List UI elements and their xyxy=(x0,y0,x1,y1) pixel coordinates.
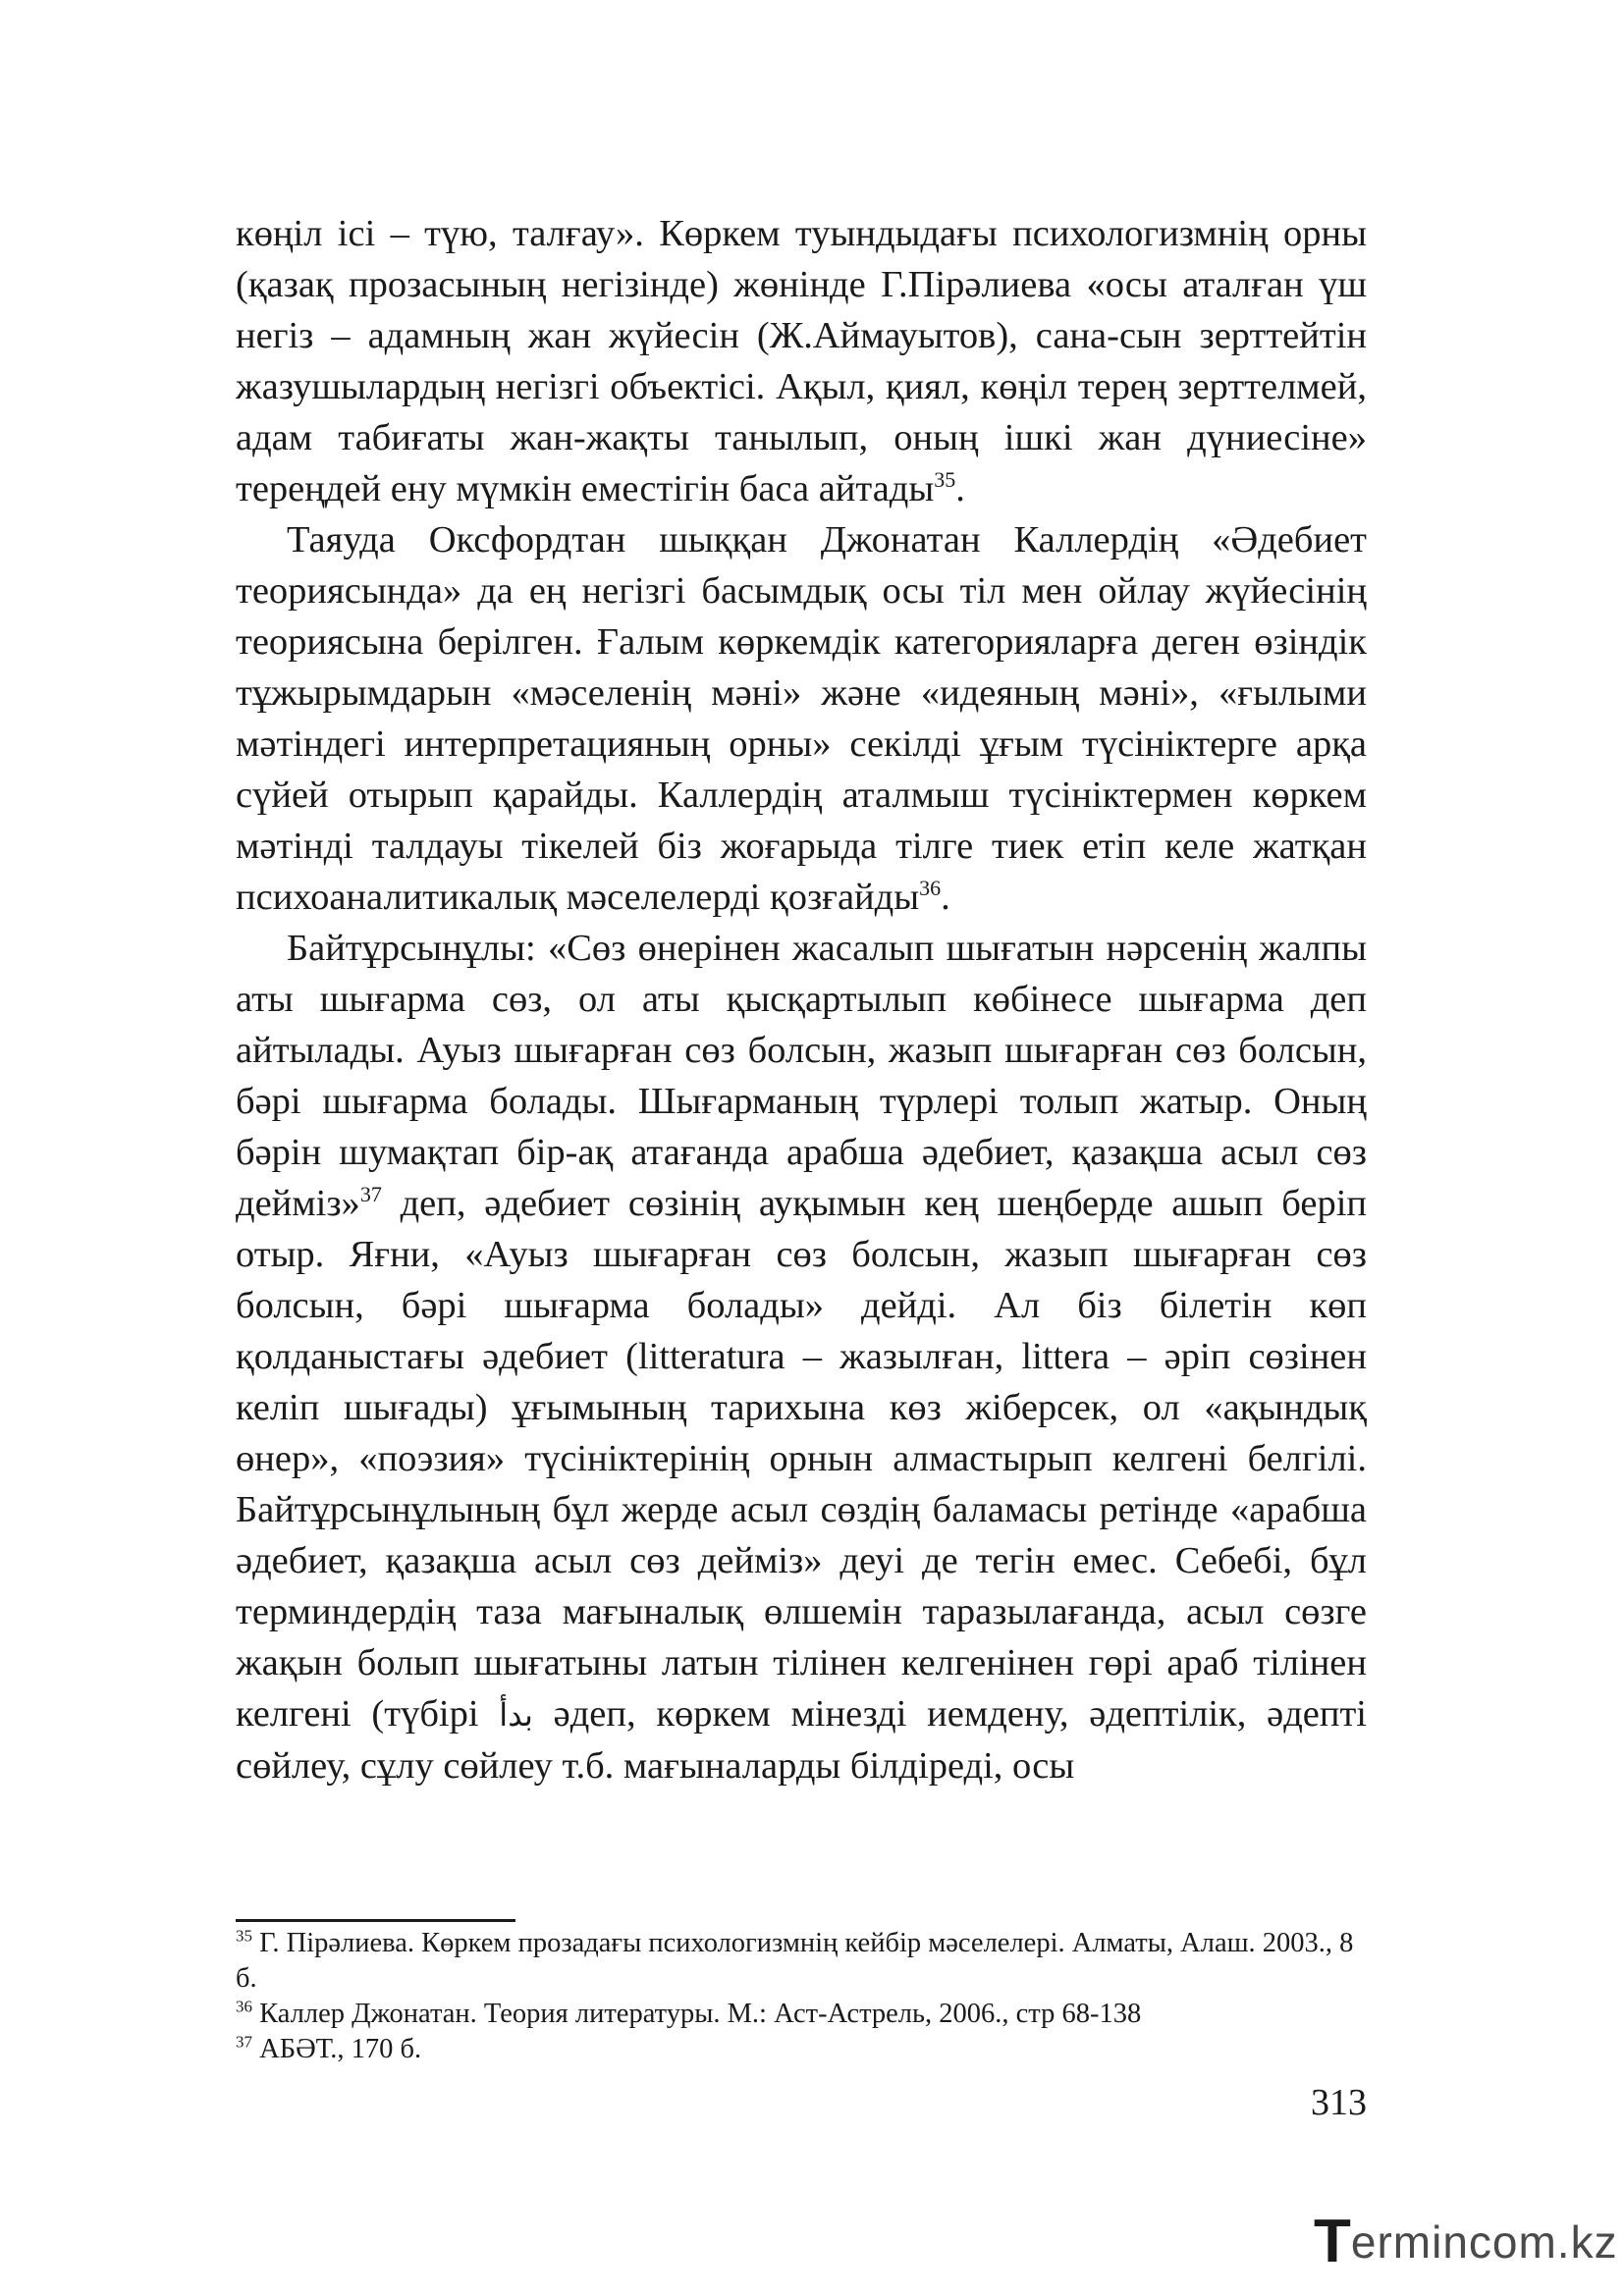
paragraph-2-text-b: . xyxy=(941,877,950,918)
watermark-initial: T xyxy=(1314,2208,1351,2275)
paragraph-3-text-a: Байтұрсынұлы: «Сөз өнерінен жасалып шығатын нәрсенің жалпы аты шығарма сөз, ол аты қысқартылып көбінесе шығарма деп айтылады. Ауыз шығарған сөз болсын, жазып шығарған сөз болсын, бәрі шығарма болады. Шығарманың түрлері толып жатыр. Оның бәрін шумақтап бір-ақ атағанда арабша әдебиет, қазақша асыл сөз дейміз» xyxy=(236,928,1367,1224)
paragraph-3-text-b: деп, әдебиет сөзінің ауқымын кең шеңберде ашып беріп отыр. Яғни, «Ауыз шығарған сөз болсын, жазып шығарған сөз болсын, бәрі шығарма болады» дейді. Ал біз білетін көп қолданыстағы әдебиет (litteratura – жазылған, littera – әріп сөзінен келіп шығады) ұғымының тарихына көз жіберсек, ол «ақындық өнер», «поэзия» түсініктерінің орнын алмастырып келгені белгілі. Байтұрсынұлының бұл жерде асыл сөздің баламасы ретінде «арабша әдебиет, қазақша асыл сөз дейміз» деуі де тегін емес. Себебі, бұл терминдердің таза мағыналық өлшемін таразылағанда, асыл сөзге жақын болып шығатыны латын тілінен келгенінен гөрі араб тілінен келгені (түбірі xyxy=(236,1183,1367,1735)
footnote-text: АБӘТ., 170 б. xyxy=(252,2034,422,2064)
footnote-35 xyxy=(236,1926,1367,1997)
footnote-text: Г. Пірәлиева. Көркем прозадағы психологизмнің кейбір мәселелері. Алматы, Алаш. 2003., 8 б. xyxy=(236,1928,1354,1994)
watermark-logo xyxy=(1314,2208,1618,2275)
footnote-text: Каллер Джонатан. Теория литературы. М.: Аст-Астрель, 2006., стр 68-138 xyxy=(252,1999,1142,2029)
paragraph-1-text-b: . xyxy=(955,468,965,509)
paragraph-1-text-a: көңіл ісі – түю, талғау». Көркем туындыдағы психологизмнің орны (қазақ прозасының негізінде) жөнінде Г.Пірәлиева «осы аталған үш негіз – адамның жан жүйесін (Ж.Аймауытов), сана-сын зерттейтін жазушылардың негізгі объектісі. Ақыл, қиял, көңіл терең зерттелмей, адам табиғаты жан-жақты танылып, оның ішкі жан дүниесіне» тереңдей ену мүмкін еместігін баса айтады xyxy=(236,213,1367,509)
paragraph-2-text-a: Таяуда Оксфордтан шыққан Джонатан Каллердің «Әдебиет теориясында» да ең негізгі басымдық осы тіл мен ойлау жүйесінің теориясына берілген. Ғалым көркемдік категорияларға деген өзіндік тұжырымдарын «мәселенің мәні» және «идеяның мәні», «ғылыми мәтіндегі интерпретацияның орны» секілді ұғым түсініктерге арқа сүйей отырып қарайды. Каллердің аталмыш түсініктермен көркем мәтінді талдауы тікелей біз жоғарыда тілге тиек етіп келе жатқан психоаналитикалық мәселелерді қозғайды xyxy=(236,519,1367,918)
footnote-ref-37[interactable]: 37 xyxy=(359,1182,382,1207)
paragraph-3-text-c: әдеп, көркем мінезді иемдену, әдептілік, әдепті сөйлеу, сұлу сөйлеу т.б. мағыналарды білдіреді, осы xyxy=(236,1693,1367,1787)
footnote-divider xyxy=(236,1919,515,1922)
footnote-number: 37 xyxy=(236,2032,252,2052)
footnote-36 xyxy=(236,1997,1367,2032)
footnote-ref-36[interactable]: 36 xyxy=(919,876,942,901)
page-number: 313 xyxy=(1311,2082,1367,2123)
footnotes xyxy=(236,1926,1367,2067)
paragraph-3 xyxy=(236,923,1367,1791)
paragraph-2 xyxy=(236,514,1367,923)
body-text xyxy=(236,208,1367,1791)
footnote-37 xyxy=(236,2032,1367,2067)
watermark-text: ermincom.kz xyxy=(1350,2216,1618,2268)
footnote-number: 35 xyxy=(236,1926,252,1946)
footnote-number: 36 xyxy=(236,1997,252,2016)
arabic-root-word: بدأ xyxy=(499,1696,533,1734)
paragraph-1 xyxy=(236,208,1367,514)
footnote-ref-35[interactable]: 35 xyxy=(934,467,956,493)
